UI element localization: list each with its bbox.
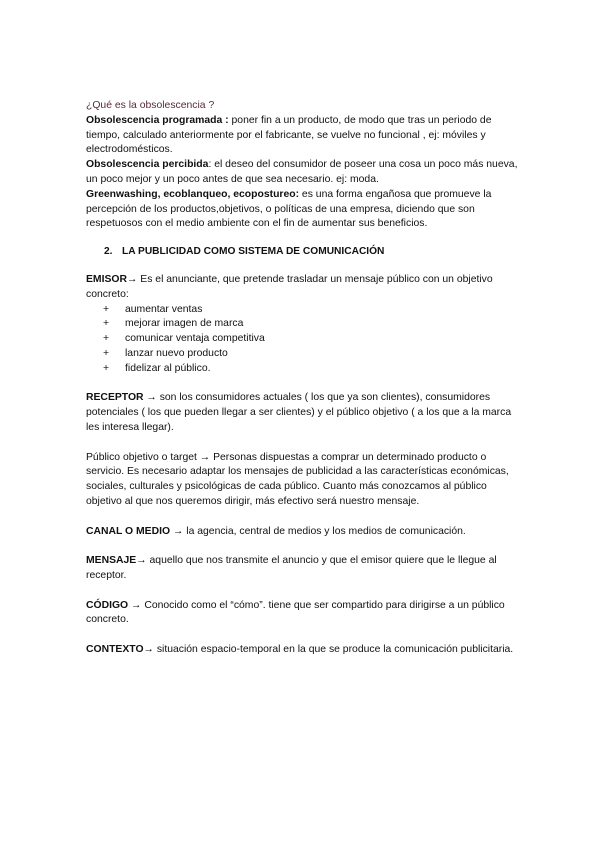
section-heading (86, 245, 522, 260)
list-item (103, 303, 522, 318)
list-item (103, 332, 522, 347)
definition-text: : el deseo del consumidor de poseer una cosa un poco más nueva, un poco mejor y un poco antes de que sea necesario. ej: moda. (86, 159, 518, 185)
plus-bullet-icon: + (103, 347, 110, 359)
list-item (103, 347, 522, 362)
list-item-text: fidelizar al público. (125, 362, 211, 374)
mensaje-term: MENSAJE (86, 555, 137, 567)
receptor-paragraph (86, 391, 522, 435)
definition-text: poner fin a un producto, de modo que tras un periodo de tiempo, calculado anteriormente por el fabricante, se vuelve no funcional , ej: móviles y electrodomésticos. (86, 114, 492, 156)
codigo-term: CÓDIGO (86, 599, 129, 611)
codigo-text: → Conocido como el “cómo”. tiene que ser compartido para dirigirse a un público concreto. (86, 599, 505, 626)
spacer (86, 628, 522, 643)
definition-term: Greenwashing, ecoblanqueo, ecopostureo: (86, 188, 300, 200)
canal-paragraph (86, 525, 522, 540)
spacer (86, 377, 522, 392)
contexto-term: CONTEXTO (86, 643, 144, 655)
list-item-text: aumentar ventas (125, 303, 203, 315)
definition-term: Obsolescencia percibida (86, 159, 209, 171)
emisor-objectives-list (86, 303, 522, 377)
document-body (86, 99, 522, 658)
plus-bullet-icon: + (103, 362, 110, 374)
list-item (103, 362, 522, 377)
list-item (103, 317, 522, 332)
codigo-paragraph (86, 599, 522, 629)
spacer (86, 584, 522, 599)
receptor-term: RECEPTOR (86, 392, 144, 404)
mensaje-paragraph (86, 554, 522, 584)
spacer (86, 510, 522, 525)
mensaje-text: → aquello que nos transmite el anuncio y que el emisor quiere que le llegue al receptor. (86, 555, 497, 581)
definition-obsolescencia-programada (86, 114, 522, 158)
canal-text: → la agencia, central de medios y los medios de comunicación. (170, 525, 466, 537)
spacer (86, 539, 522, 554)
intro-question: ¿Qué es la obsolescencia ? (86, 100, 215, 111)
contexto-paragraph (86, 643, 522, 658)
emisor-paragraph (86, 273, 522, 303)
plus-bullet-icon: + (103, 318, 110, 330)
definition-obsolescencia-percibida (86, 158, 522, 188)
plus-bullet-icon: + (103, 303, 110, 315)
section-title: LA PUBLICIDAD COMO SISTEMA DE COMUNICACIÓN (122, 246, 385, 258)
canal-term: CANAL O MEDIO (86, 525, 171, 537)
definition-greenwashing (86, 188, 522, 232)
emisor-text: → Es el anunciante, que pretende trasladar un mensaje público con un objetivo concreto: (86, 273, 493, 300)
list-item-text: mejorar imagen de marca (125, 318, 244, 330)
plus-bullet-icon: + (103, 333, 110, 345)
list-item-text: lanzar nuevo producto (125, 347, 228, 359)
receptor-text: → son los consumidores actuales ( los que ya son clientes), consumidores potenciales ( los que pueden llegar a ser clientes) y el público objetivo ( a los que a la marca les interesa llegar). (86, 392, 512, 433)
emisor-term: EMISOR (86, 273, 127, 285)
definition-term: Obsolescencia programada : (86, 114, 229, 126)
definition-text: es una forma engañosa que promueve la percepción de los productos,objetivos, o políticas de una empresa, diciendo que son respetuosos con el medio ambiente con el fin de aumentar sus beneficios. (86, 188, 492, 230)
spacer (86, 436, 522, 451)
contexto-text: → situación espacio-temporal en la que se produce la comunicación publicitaria. (143, 643, 514, 655)
publico-objetivo-paragraph: Público objetivo o target → Personas dispuestas a comprar un determinado producto o servicio. Es necesario adaptar los mensajes de publicidad a las características económicas, sociales, culturales y psicológicas de cada público. Cuanto más conozcamos al público objetivo al que nos queremos dirigir, más efectivo será nuestro mensaje. (86, 451, 509, 507)
list-item-text: comunicar ventaja competitiva (125, 333, 265, 345)
section-number: 2. (104, 246, 113, 258)
